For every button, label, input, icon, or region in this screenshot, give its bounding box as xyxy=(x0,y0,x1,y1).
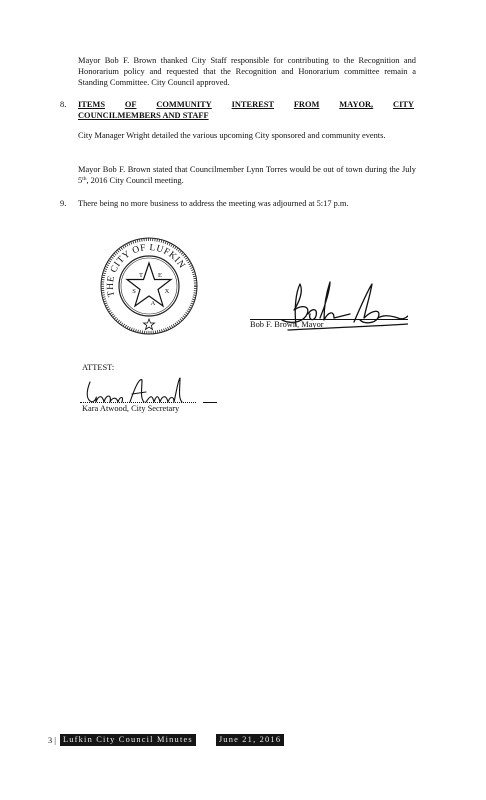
heading-word: ITEMS xyxy=(78,100,105,109)
attest-label: ATTEST: xyxy=(82,363,115,372)
heading-word: MAYOR, xyxy=(339,100,374,109)
item-8-heading-line2: COUNCILMEMBERS AND STAFF xyxy=(78,111,209,120)
mayor-signature-caption: Bob F. Brown, Mayor xyxy=(250,320,324,329)
adjournment-paragraph: There being no more business to address the meeting was adjourned at 5:17 p.m. xyxy=(78,199,349,208)
seal-letter: S xyxy=(132,288,136,295)
mayor-statement-text: Mayor Bob F. Brown stated that Councilmember Lynn Torres would be out of town during the July 5 xyxy=(78,165,416,186)
secretary-signature-caption: Kara Atwood, City Secretary xyxy=(82,404,180,413)
seal-letter: X xyxy=(164,288,170,295)
mayor-statement-text-end: , 2016 City Council meeting. xyxy=(86,176,184,186)
page-footer xyxy=(48,734,284,746)
seal-letter: T xyxy=(139,272,143,279)
seal-letter: A xyxy=(150,300,156,307)
ordinal-suffix: th xyxy=(82,176,87,183)
page-number: 3 | xyxy=(48,735,56,745)
secretary-signature-line xyxy=(80,402,196,403)
city-seal-stamp xyxy=(98,235,200,337)
heading-word: CITY xyxy=(393,100,414,109)
city-manager-paragraph: City Manager Wright detailed the various upcoming City sponsored and community events. xyxy=(78,131,386,140)
footer-meeting-date: June 21, 2016 xyxy=(216,734,284,746)
seal-letter: E xyxy=(158,272,162,279)
footer-document-title: Lufkin City Council Minutes xyxy=(60,734,196,746)
heading-word: FROM xyxy=(293,100,320,109)
heading-word: INTEREST xyxy=(231,100,274,109)
recognition-paragraph: Mayor Bob F. Brown thanked City Staff responsible for contributing to the Recognition and Honorarium policy and requested that the Recognition and Honorarium committee remain a Standing Committee. City Council approved. xyxy=(78,56,416,88)
heading-word: OF xyxy=(124,100,137,109)
mayor-statement-paragraph xyxy=(78,164,416,186)
heading-word: COMMUNITY xyxy=(156,100,212,109)
secretary-signature-dash xyxy=(203,402,217,403)
item-8-heading xyxy=(78,99,414,121)
item-8-heading-line1 xyxy=(78,99,414,110)
item-8-number: 8. xyxy=(60,100,67,109)
seal-ring-text: THE CITY OF LUFKIN xyxy=(105,243,187,298)
mayor-signature xyxy=(268,278,408,338)
item-9-number: 9. xyxy=(60,199,67,208)
